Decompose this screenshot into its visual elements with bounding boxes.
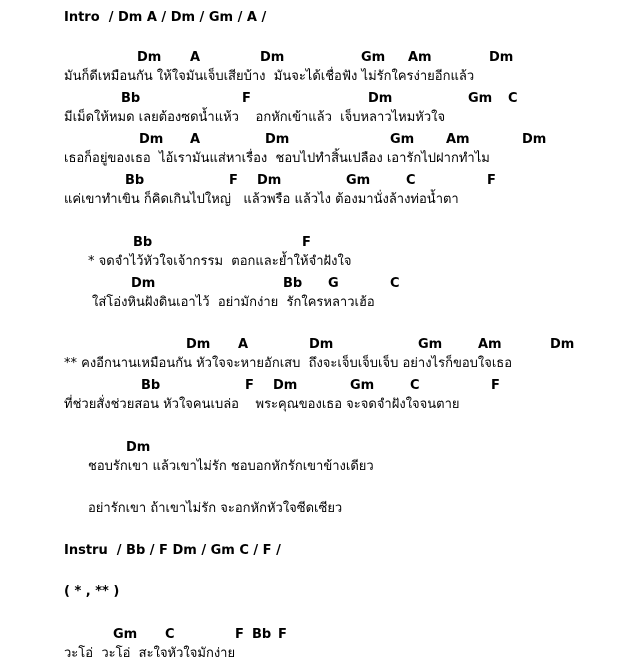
bridge-lyric-2: อย่ารักเขา ถ้าเขาไม่รัก จะอกหักหัวใจซีดเซียว	[88, 501, 343, 516]
chord: Gm	[361, 50, 386, 65]
chord: Bb	[283, 276, 303, 291]
chord: F	[278, 627, 287, 642]
chord: Gm	[346, 173, 371, 188]
chord: F	[491, 378, 500, 393]
chord: Bb	[252, 627, 272, 642]
chord: Dm	[265, 132, 290, 147]
chord: Dm	[550, 337, 575, 352]
chord: Dm	[309, 337, 334, 352]
chord: F	[302, 235, 311, 250]
repeat-marker: ( * , ** )	[64, 584, 120, 599]
chord: Dm	[186, 337, 211, 352]
chord: Dm	[131, 276, 156, 291]
chord: A	[238, 337, 249, 352]
chord: Dm	[137, 50, 162, 65]
lyric-line: มันก็ดีเหมือนกัน ให้ใจมันเจ็บเสียบ้าง มันจะได้เชื่อฟัง ไม่รักใครง่ายอีกแล้ว	[64, 69, 475, 84]
chord: C	[165, 627, 175, 642]
chord: A	[190, 132, 201, 147]
lyric-line: ที่ช่วยสั่งช่วยสอน หัวใจคนเบล่อ พระคุณของเธอ จะจดจำฝังใจจนตาย	[64, 397, 460, 412]
chord: Dm	[139, 132, 164, 147]
lyric-line: เธอก็อยู่ของเธอ ไอ้เรามันแส่หาเรื่อง ชอบไปทำสิ้นเปลือง เอารักไปฝากทำไม	[64, 151, 490, 166]
chord: Bb	[133, 235, 153, 250]
chord: Dm	[257, 173, 282, 188]
chord: Dm	[260, 50, 285, 65]
chord: Dm	[522, 132, 547, 147]
chord: Bb	[121, 91, 141, 106]
bridge-lyric-1: ชอบรักเขา แล้วเขาไม่รัก ชอบอกหักรักเขาข้างเดียว	[88, 459, 374, 474]
chord: Am	[446, 132, 470, 147]
chord: Gm	[418, 337, 443, 352]
chord: G	[328, 276, 339, 291]
chord: Bb	[141, 378, 161, 393]
bridge-chord: Dm	[126, 440, 151, 455]
chord: C	[508, 91, 518, 106]
lyric-line: * จดจำไว้หัวใจเจ้ากรรม ตอกและย้ำให้จำฝังใจ	[88, 254, 352, 269]
chord: C	[406, 173, 416, 188]
instru-line: Instru / Bb / F Dm / Gm C / F /	[64, 543, 281, 558]
chord: F	[245, 378, 254, 393]
chord: F	[242, 91, 251, 106]
chord: Am	[408, 50, 432, 65]
chord: A	[190, 50, 201, 65]
chord: Bb	[125, 173, 145, 188]
chord: Dm	[273, 378, 298, 393]
lyric-line: มีเม็ดให้หมด เลยต้องซดน้ำแห้ว อกหักเข้าแล้ว เจ็บหลาวไหมหัวใจ	[64, 110, 446, 125]
chord: C	[410, 378, 420, 393]
intro-line: Intro / Dm A / Dm / Gm / A /	[64, 10, 267, 25]
chord: Gm	[350, 378, 375, 393]
chord: C	[390, 276, 400, 291]
chord: F	[487, 173, 496, 188]
chord: F	[229, 173, 238, 188]
chord: Gm	[113, 627, 138, 642]
chord: Dm	[368, 91, 393, 106]
chord: Gm	[468, 91, 493, 106]
lyric-line: ใส่โอ่งหินฝังดินเอาไว้ อย่ามักง่าย รักใครหลาวเฮ้อ	[92, 295, 375, 310]
chord: Dm	[489, 50, 514, 65]
lyric-line: วะโอ่ วะโอ่ สะใจหัวใจมักง่าย	[64, 646, 236, 661]
chord: Am	[478, 337, 502, 352]
lyric-line: แค่เขาทำเขิน ก็คิดเกินไปใหญ่ แล้วพรือ แล้วไง ต้องมานั่งล้างท่อน้ำตา	[64, 192, 459, 207]
chord: F	[235, 627, 244, 642]
chord: Gm	[390, 132, 415, 147]
lyric-line: ** คงอีกนานเหมือนกัน หัวใจจะหายอักเสบ ถึงจะเจ็บเจ็บเจ็บ อย่างไรก็ขอบใจเธอ	[64, 356, 513, 371]
